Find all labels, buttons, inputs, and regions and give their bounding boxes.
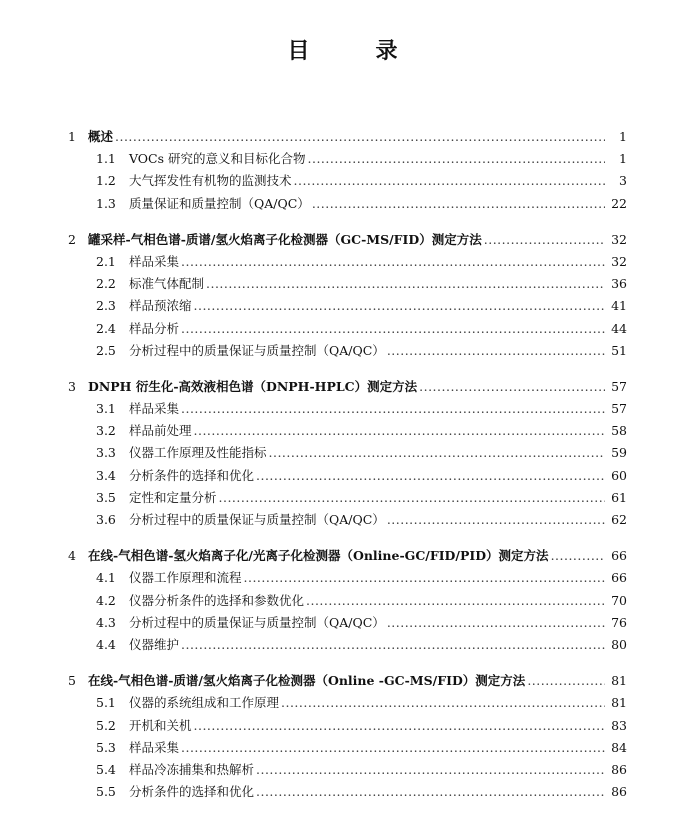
toc-page-number: 44 [611,320,627,336]
dot-leader [484,232,605,247]
toc-entry-number: 2.4 [96,320,116,336]
toc-section-entry[interactable] [0,443,685,465]
toc-chapter-3 [0,377,685,532]
toc-entry-title: 在线-气相色谱-氢火焰离子化/光离子化检测器（Online-GC/FID/PID）测定方法 [88,548,549,564]
toc-page-number: 1 [619,151,627,167]
toc-entry-number: 4.4 [96,636,116,652]
dot-leader [419,379,605,394]
toc-entry-number: 3.5 [96,489,116,505]
toc-entry-title: 仪器工作原理和流程 [129,570,242,586]
toc-section-entry[interactable] [0,613,685,635]
dot-leader [308,151,605,166]
toc-entry-title: 分析条件的选择和优化 [129,467,255,483]
dot-leader [181,401,605,416]
toc-entry-title: 分析过程中的质量保证与质量控制（QA/QC） [129,342,385,358]
toc-page-number: 57 [611,378,627,394]
toc-entry-title: 大气挥发性有机物的监测技术 [129,173,292,189]
toc-page-number: 76 [611,614,627,630]
toc-page-number: 3 [619,173,627,189]
toc-entry-title: 开机和关机 [129,717,192,733]
toc-entry-title: 定性和定量分析 [129,489,217,505]
dot-leader [256,468,605,483]
toc-entry-number: 3.1 [96,401,116,417]
toc-entry-number: 3.3 [96,445,116,461]
dot-leader [551,548,605,563]
toc-entry-number: 2.2 [96,276,116,292]
dot-leader [181,637,605,652]
dot-leader [194,298,605,313]
toc-chapter-4 [0,546,685,657]
toc-entry-number: 4 [68,548,76,564]
toc-entry-number: 5.3 [96,739,116,755]
toc-entry-number: 4.3 [96,614,116,630]
toc-page-number: 32 [611,253,627,269]
toc-entry-title: 概述 [88,129,114,144]
toc-entry-title: VOCs 研究的意义和目标化合物 [129,151,306,167]
toc-entry-title: 分析条件的选择和优化 [129,784,255,800]
dot-leader [115,129,605,144]
dot-leader [281,695,605,710]
toc-entry-title: 仪器工作原理及性能指标 [129,445,267,461]
table-of-contents [0,127,685,818]
dot-leader [194,423,605,438]
toc-entry-number: 3 [68,378,76,394]
toc-entry-number: 1.2 [96,173,116,189]
toc-section-entry[interactable] [0,421,685,443]
toc-section-entry[interactable] [0,693,685,715]
toc-page-number: 84 [611,739,627,755]
dot-leader [194,718,605,733]
toc-chapter-2 [0,230,685,363]
page-title: 目 录 [287,38,420,64]
toc-page-number: 58 [611,423,627,439]
toc-page-number: 41 [611,298,627,314]
toc-page-number: 81 [611,673,627,689]
toc-page-number: 57 [611,401,627,417]
dot-leader [181,321,605,336]
toc-entry-number: 1 [68,129,76,144]
toc-page-number: 22 [611,195,627,211]
toc-entry-title: 在线-气相色谱-质谱/氢火焰离子化检测器（Online -GC-MS/FID）测定方法 [88,673,526,689]
toc-entry-number: 4.2 [96,592,116,608]
toc-section-entry[interactable] [0,635,685,657]
toc-section-entry[interactable] [0,149,685,171]
toc-section-entry[interactable] [0,568,685,590]
toc-entry-number: 1.3 [96,195,116,211]
toc-section-entry[interactable] [0,716,685,738]
toc-entry-number: 4.1 [96,570,116,586]
toc-entry-title: 分析过程中的质量保证与质量控制（QA/QC） [129,614,385,630]
toc-section-entry[interactable] [0,274,685,296]
toc-section-entry[interactable] [0,341,685,363]
toc-chapter-entry[interactable] [0,377,685,399]
toc-entry-number: 3.6 [96,512,116,527]
toc-section-entry[interactable] [0,488,685,510]
toc-chapter-entry[interactable] [0,230,685,252]
toc-section-entry[interactable] [0,782,685,804]
toc-entry-number: 5.5 [96,784,116,800]
toc-entry-number: 5.1 [96,695,116,711]
toc-page-number: 62 [611,512,627,527]
dot-leader [219,490,605,505]
toc-chapter-entry[interactable] [0,671,685,693]
toc-page-number: 80 [611,636,627,652]
toc-section-entry[interactable] [0,510,685,532]
dot-leader [181,254,605,269]
toc-entry-number: 2.5 [96,342,116,358]
toc-entry-title: 样品冷冻捕集和热解析 [129,761,255,777]
toc-section-entry[interactable] [0,194,685,216]
toc-page-number: 86 [611,784,627,800]
toc-page-number: 59 [611,445,627,461]
dot-leader [181,740,605,755]
dot-leader [294,173,605,188]
dot-leader [206,276,605,291]
toc-entry-number: 5.2 [96,717,116,733]
toc-entry-number: 5.4 [96,761,116,777]
toc-section-entry[interactable] [0,399,685,421]
toc-page-number: 86 [611,761,627,777]
toc-section-entry[interactable] [0,319,685,341]
toc-entry-title: 样品前处理 [129,423,192,439]
toc-entry-number: 2.3 [96,298,116,314]
toc-entry-title: 质量保证和质量控制（QA/QC） [129,195,310,211]
toc-section-entry[interactable] [0,738,685,760]
cut-off-footer-line [0,812,685,825]
dot-leader [312,196,605,211]
toc-page-number: 66 [611,548,627,564]
toc-page-number: 70 [611,592,627,608]
toc-entry-number: 3.4 [96,467,116,483]
dot-leader [387,615,605,630]
toc-entry-title: 标准气体配制 [129,276,205,292]
toc-page-number: 66 [611,570,627,586]
toc-section-entry[interactable] [0,760,685,782]
toc-section-entry[interactable] [0,296,685,318]
toc-section-entry[interactable] [0,171,685,193]
dot-leader [306,593,605,608]
toc-section-entry[interactable] [0,252,685,274]
toc-entry-title: 样品采集 [129,253,180,269]
toc-section-entry[interactable] [0,591,685,613]
toc-entry-title: 罐采样-气相色谱-质谱/氢火焰离子化检测器（GC-MS/FID）测定方法 [88,231,482,247]
toc-chapter-1 [0,127,685,216]
dot-leader [244,570,605,585]
toc-page-number: 51 [611,342,627,358]
toc-chapter-5 [0,671,685,804]
toc-entry-number: 1.1 [96,151,116,167]
dot-leader [527,673,605,688]
toc-entry-title: 分析过程中的质量保证与质量控制（QA/QC） [129,512,385,527]
toc-entry-title: 仪器分析条件的选择和参数优化 [129,592,305,608]
toc-entry-title: 样品采集 [129,401,180,417]
toc-page-number: 81 [611,695,627,711]
dot-leader [387,512,605,527]
toc-entry-number: 2.1 [96,253,116,269]
toc-entry-title: 样品预浓缩 [129,298,192,314]
toc-section-entry[interactable] [0,466,685,488]
toc-page-number: 83 [611,717,627,733]
dot-leader [256,762,605,777]
toc-entry-number: 5 [68,673,76,689]
dot-leader [256,784,605,799]
toc-chapter-entry[interactable] [0,127,685,149]
dot-leader [269,445,605,460]
toc-chapter-entry[interactable] [0,546,685,568]
toc-entry-title: DNPH 衍生化-高效液相色谱（DNPH-HPLC）测定方法 [88,378,418,394]
toc-page-number: 32 [611,231,627,247]
toc-entry-title: 仪器的系统组成和工作原理 [129,695,280,711]
toc-page-number: 61 [611,489,627,505]
toc-entry-title: 仪器维护 [129,636,180,652]
toc-entry-title: 样品采集 [129,739,180,755]
dot-leader [387,343,605,358]
toc-page-number: 60 [611,467,627,483]
toc-entry-title: 样品分析 [129,320,180,336]
toc-page-number: 36 [611,276,627,292]
toc-entry-number: 2 [68,231,76,247]
toc-page-number: 1 [619,129,627,144]
toc-entry-number: 3.2 [96,423,116,439]
